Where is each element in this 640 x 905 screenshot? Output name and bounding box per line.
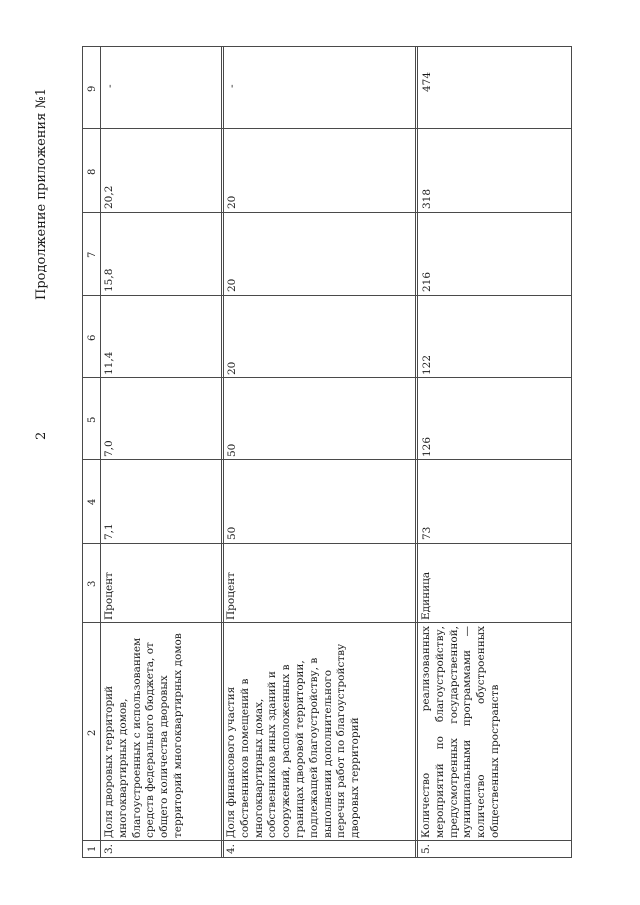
column-header-5: 5 <box>87 416 98 423</box>
column-header-6: 6 <box>87 334 98 341</box>
value-col-8: 20,2 <box>103 185 115 209</box>
value-col-4: 73 <box>421 526 433 540</box>
value-col-9: - <box>104 84 116 88</box>
page-header-title: Продолжение приложения №1 <box>34 87 49 300</box>
value-col-8: 20 <box>226 195 238 209</box>
indicators-table <box>82 46 572 858</box>
value-col-9: - <box>226 84 238 88</box>
value-col-6: 122 <box>421 354 433 375</box>
unit-of-measure: Процент <box>225 572 237 620</box>
value-col-6: 11,4 <box>103 351 115 375</box>
column-header-8: 8 <box>87 168 98 175</box>
unit-of-measure: Процент <box>103 572 115 620</box>
value-col-5: 50 <box>226 443 238 457</box>
page-number: 2 <box>34 431 49 440</box>
column-header-1: 1 <box>87 845 98 852</box>
row-number: 3. <box>103 843 115 854</box>
value-col-7: 216 <box>421 271 433 292</box>
column-header-3: 3 <box>87 580 98 587</box>
value-col-5: 126 <box>421 436 433 457</box>
indicator-description: Количество реализованных мероприятий по благоустройству, предусмотренных государственной, муниципальными программами — количество обустроенных общественных пространств <box>420 626 501 838</box>
row-number: 4. <box>225 843 237 854</box>
value-col-8: 318 <box>421 188 433 209</box>
value-col-4: 50 <box>226 526 238 540</box>
value-col-7: 15,8 <box>103 268 115 292</box>
column-header-9: 9 <box>87 85 98 92</box>
unit-of-measure: Единица <box>420 571 432 620</box>
row-number: 5. <box>420 843 432 854</box>
column-header-7: 7 <box>87 251 98 258</box>
value-col-4: 7,1 <box>103 523 115 540</box>
column-header-4: 4 <box>87 498 98 505</box>
value-col-5: 7,0 <box>103 440 115 457</box>
indicator-description: Доля финансового участия собственников помещений в многоквартирных домах, собственников иных зданий и сооружений, расположенных в границах дворовой территории, подлежащей благоустройству, в выполнении дополнительного перечня работ по благоустройству дворовых территорий <box>225 643 362 838</box>
value-col-6: 20 <box>226 361 238 375</box>
indicator-description: Доля дворовых территорий многоквартирных домов, благоустроенных с использованием средств федерального бюджета, от общего количества дворовых территорий многоквартирных домов <box>103 633 184 838</box>
value-col-9: 474 <box>421 71 433 92</box>
column-header-2: 2 <box>87 729 98 736</box>
value-col-7: 20 <box>226 278 238 292</box>
